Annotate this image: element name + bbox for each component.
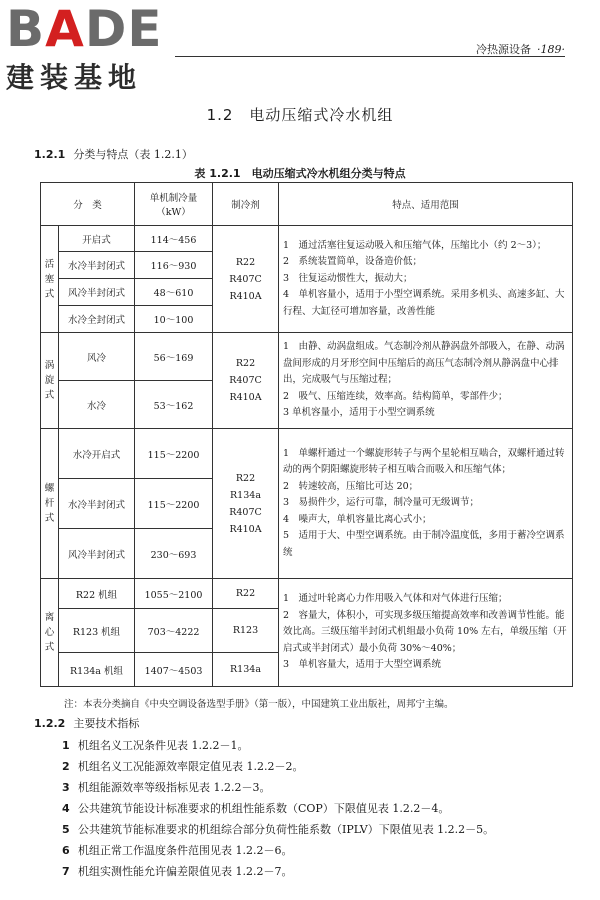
running-head — [175, 41, 565, 57]
header-refrigerant: 制冷剂 — [213, 183, 279, 226]
refrigerant-cell: R22 — [213, 579, 279, 609]
refrigerant-cell: R22 R407C R410A — [213, 333, 279, 429]
section-title: 1.2 电动压缩式冷水机组 — [206, 106, 394, 124]
table-cell-type: 水冷全封闭式 — [59, 306, 135, 333]
table-cell-type: 风冷半封闭式 — [59, 529, 135, 579]
table-cell-capacity: 230～693 — [135, 529, 213, 579]
indicator-list — [62, 735, 494, 882]
table-cell-capacity: 1407～4503 — [135, 653, 213, 687]
group-label-piston: 活塞式 — [41, 226, 59, 333]
features-cell: 1 单螺杆通过一个螺旋形转子与两个星轮相互啮合，双螺杆通过转动的两个阴阳螺旋形转子相互啮合而吸入和压缩气体； 2 转速较高，压缩比可达 20； 3 易损件少，运行可靠，制冷量可无级调节； 4 噪声大，单机容量比离心式小； 5 适用于大、中型空调系统。由于制冷温度低，多用于蓄冷空调系统 — [279, 429, 573, 579]
table-caption: 表 1.2.1 电动压缩式冷水机组分类与特点 — [194, 167, 406, 180]
table-cell-capacity: 114～456 — [135, 226, 213, 252]
refrigerant-cell: R22 R407C R410A — [213, 226, 279, 333]
table-cell-capacity: 1055～2100 — [135, 579, 213, 609]
group-label-screw: 螺杆式 — [41, 429, 59, 579]
table-cell-capacity: 703～4222 — [135, 609, 213, 653]
logo-mark: BADE — [6, 0, 163, 58]
table-cell-capacity: 56～169 — [135, 333, 213, 381]
table-cell-type: 开启式 — [59, 226, 135, 252]
group-label-centrifugal: 离心式 — [41, 579, 59, 687]
table-cell-capacity: 116～930 — [135, 252, 213, 279]
list-item: 2 机组名义工况能源效率限定值见表 1.2.2－2。 — [62, 760, 304, 773]
classification-table — [40, 182, 573, 687]
table-cell-type: 水冷 — [59, 381, 135, 429]
page-number: ·189· — [537, 43, 565, 56]
table-cell-capacity: 10～100 — [135, 306, 213, 333]
header-features: 特点、适用范围 — [279, 183, 573, 226]
list-item: 7 机组实测性能允许偏差限值见表 1.2.2－7。 — [62, 865, 293, 878]
table-cell-type: 水冷半封闭式 — [59, 479, 135, 529]
logo-subtitle: 建装基地 — [6, 61, 143, 94]
list-item: 1 机组名义工况条件见表 1.2.2－1。 — [62, 739, 249, 752]
list-item: 5 公共建筑节能标准要求的机组综合部分负荷性能系数（IPLV）下限值见表 1.2.2－5。 — [62, 823, 495, 836]
features-cell: 1 通过活塞往复运动吸入和压缩气体，压缩比小（约 2～3）； 2 系统装置简单，设备造价低； 3 往复运动惯性大，振动大； 4 单机容量小，适用于小型空调系统。采用多机头、高速多缸、大行程、大缸径可增加容量，改善性能 — [279, 226, 573, 333]
publisher-logo — [6, 0, 163, 96]
table-cell-capacity: 115～2200 — [135, 479, 213, 529]
running-head-section: 冷热源设备 — [476, 43, 531, 56]
table-cell-type: R123 机组 — [59, 609, 135, 653]
table-cell-capacity: 53～162 — [135, 381, 213, 429]
refrigerant-cell: R22 R134a R407C R410A — [213, 429, 279, 579]
group-label-scroll: 涡旋式 — [41, 333, 59, 429]
list-item: 6 机组正常工作温度条件范围见表 1.2.2－6。 — [62, 844, 293, 857]
table-cell-type: 水冷半封闭式 — [59, 252, 135, 279]
table-cell-capacity: 48～610 — [135, 279, 213, 306]
table-cell-type: 水冷开启式 — [59, 429, 135, 479]
features-cell: 1 通过叶轮离心力作用吸入气体和对气体进行压缩； 2 容量大，体积小，可实现多级压缩提高效率和改善调节性能。能效比高。三级压缩半封闭式机组最小负荷 10% 左右，单级压缩（开启式或半封闭式）最小负荷 30%～40%； 3 单机容量大，适用于大型空调系统 — [279, 579, 573, 687]
table-cell-type: 风冷半封闭式 — [59, 279, 135, 306]
header-capacity: 单机制冷量（kW） — [135, 183, 213, 226]
subsection-heading-1: 1.2.1 分类与特点（表 1.2.1） — [34, 148, 193, 161]
table-cell-type: 风冷 — [59, 333, 135, 381]
refrigerant-cell: R134a — [213, 653, 279, 687]
features-cell: 1 由静、动涡盘组成。气态制冷剂从静涡盘外部吸入，在静、动涡盘间形成的月牙形空间中压缩后的高压气态制冷剂从静涡盘中心排出，完成吸气与压缩过程； 2 吸气、压缩连续，效率高。结构简单，零部件少； 3 单机容量小，适用于小型空调系统 — [279, 333, 573, 429]
subsection-heading-2: 1.2.2 主要技术指标 — [34, 717, 140, 730]
table-note: 注：本表分类摘自《中央空调设备选型手册》（第一版），中国建筑工业出版社，周邦宁主编。 — [64, 699, 454, 710]
table-cell-capacity: 115～2200 — [135, 429, 213, 479]
refrigerant-cell: R123 — [213, 609, 279, 653]
table-cell-type: R22 机组 — [59, 579, 135, 609]
list-item: 3 机组能源效率等级指标见表 1.2.2－3。 — [62, 781, 271, 794]
table-cell-type: R134a 机组 — [59, 653, 135, 687]
list-item: 4 公共建筑节能设计标准要求的机组性能系数（COP）下限值见表 1.2.2－4。 — [62, 802, 450, 815]
header-category: 分 类 — [41, 183, 135, 226]
header-rule — [175, 56, 565, 57]
